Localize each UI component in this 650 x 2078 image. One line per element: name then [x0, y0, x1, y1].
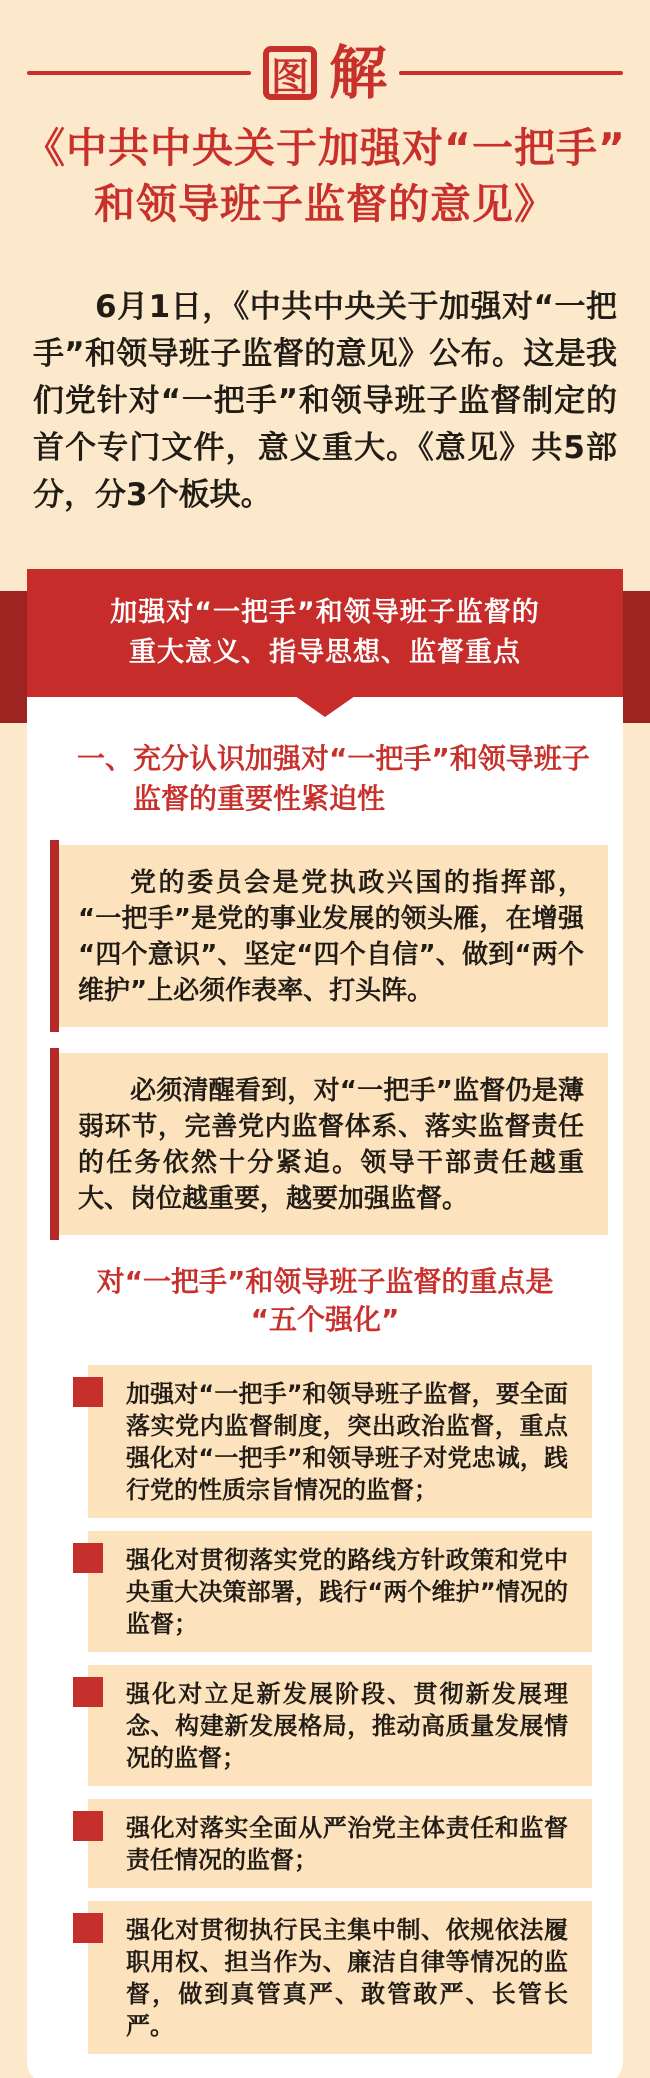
list-item-text: 强化对贯彻执行民主集中制、依规依法履职用权、担当作为、廉洁自律等情况的监督，做到真管真严、敢管敢严、长管长严。 — [126, 1916, 568, 2040]
quote-left-bar — [50, 1048, 59, 1240]
content-card — [27, 569, 623, 2078]
list-item — [88, 1901, 592, 2054]
red-square-bullet — [73, 1543, 103, 1573]
focus-heading — [39, 1263, 611, 1339]
list-item-text: 强化对贯彻落实党的路线方针政策和党中央重大决策部署，践行“两个维护”情况的监督； — [126, 1546, 568, 1638]
list-item-text: 强化对立足新发展阶段、贯彻新发展理念、构建新发展格局，推动高质量发展情况的监督； — [126, 1680, 568, 1772]
banner-line1: 加强对“一把手”和领导班子监督的 — [110, 597, 540, 628]
list-item — [88, 1799, 592, 1888]
focus-heading-line2: “五个强化” — [250, 1303, 400, 1336]
section-banner — [27, 569, 623, 697]
document-title-line1: 《中共中央关于加强对“一把手” — [24, 124, 626, 172]
section-one-heading: 一、充分认识加强对“一把手”和领导班子监督的重要性紧迫性 — [77, 742, 590, 815]
red-square-bullet — [73, 1811, 103, 1841]
red-square-bullet — [73, 1913, 103, 1943]
tujie-badge-box — [263, 46, 317, 100]
supervision-items-list — [88, 1365, 592, 2054]
banner-fold-left — [0, 591, 27, 723]
quote-block-2-text: 必须清醒看到，对“一把手”监督仍是薄弱环节，完善党内监督体系、落实监督责任的任务依然十分紧迫。领导干部责任越重大、岗位越重要，越要加强监督。 — [78, 1076, 584, 1214]
banner-tail-pointer — [295, 696, 355, 717]
list-item-text: 加强对“一把手”和领导班子监督，要全面落实党内监督制度，突出政治监督，重点强化对“一把手”和领导班子对党忠诚，践行党的性质宗旨情况的监督； — [126, 1380, 568, 1504]
list-item — [88, 1665, 592, 1786]
header-rule-left — [27, 71, 251, 75]
quote-block-1-text: 党的委员会是党执政兴国的指挥部，“一把手”是党的事业发展的领头雁，在增强“四个意识”、坚定“四个自信”、做到“两个维护”上必须作表率、打头阵。 — [78, 868, 584, 1006]
document-title-line2: 和领导班子监督的意见》 — [94, 180, 556, 228]
document-title — [8, 120, 642, 232]
red-square-bullet — [73, 1377, 103, 1407]
header-badge-row — [27, 39, 623, 107]
list-item — [88, 1531, 592, 1652]
intro-paragraph: 6月1日，《中共中央关于加强对“一把手”和领导班子监督的意见》公布。这是我们党针对“一把手”和领导班子监督制定的首个专门文件，意义重大。《意见》共5部分，分3个板块。 — [33, 289, 617, 513]
focus-heading-line1: 对“一把手”和领导班子监督的重点是 — [96, 1265, 554, 1298]
red-square-bullet — [73, 1677, 103, 1707]
quote-block-2 — [50, 1053, 608, 1235]
header-rule-right — [399, 71, 623, 75]
tujie-badge-boxed-char: 图 — [270, 54, 309, 99]
quote-block-1 — [50, 845, 608, 1027]
tujie-badge-plain-char: 解 — [329, 39, 388, 107]
quote-left-bar — [50, 840, 59, 1032]
list-item — [88, 1365, 592, 1518]
banner-fold-right — [623, 591, 650, 723]
banner-line2: 重大意义、指导思想、监督重点 — [129, 637, 521, 668]
list-item-text: 强化对落实全面从严治党主体责任和监督责任情况的监督； — [126, 1814, 568, 1874]
